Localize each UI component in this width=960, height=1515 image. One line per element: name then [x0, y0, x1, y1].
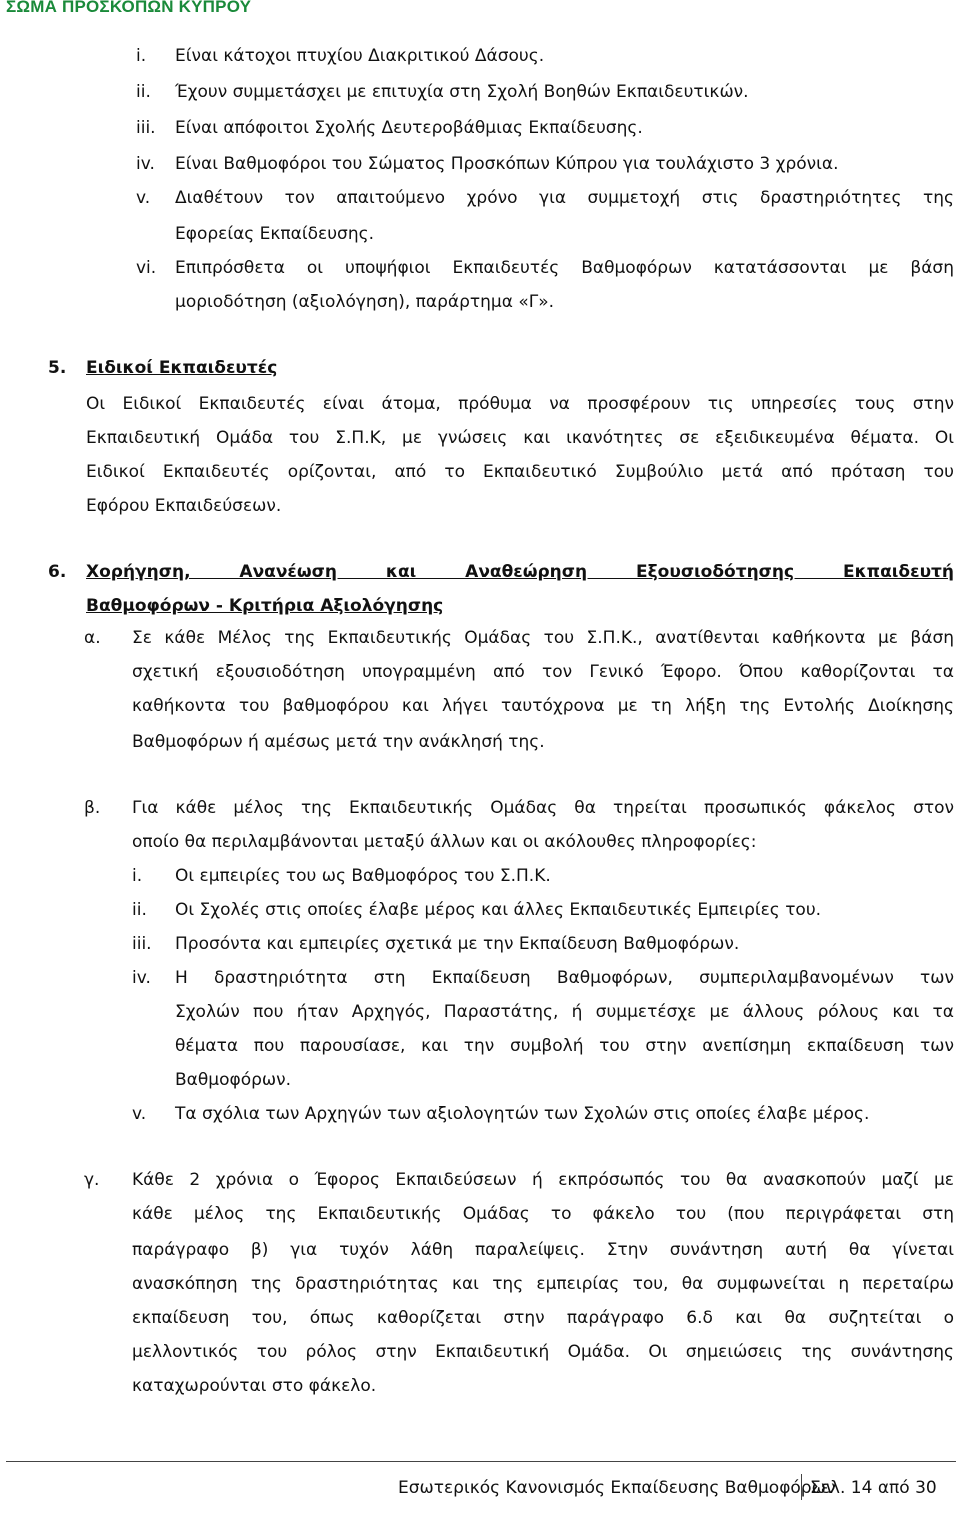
line-text: εκπαίδευση του, όπως καθορίζεται στην παράγραφο 6.δ και θα συζητείται ο [132, 1308, 954, 1328]
line-text: μελλοντικός του ρόλος στην Εκπαιδευτική Ομάδα. Οι σημειώσεις της συνάντησης [132, 1342, 954, 1362]
line-text: Είναι Βαθμοφόροι του Σώματος Προσκόπων Κύπρου για τουλάχιστο 3 χρόνια. [175, 154, 839, 174]
line-text: Για κάθε μέλος της Εκπαιδευτικής Ομάδας θα τηρείται προσωπικός φάκελος στον [132, 798, 954, 818]
line-text: Τα σχόλια των Αρχηγών των αξιολογητών των Σχολών στις οποίες έλαβε μέρος. [175, 1104, 870, 1124]
line-text: Η δραστηριότητα στη Εκπαίδευση Βαθμοφόρων, συμπεριλαμβανομένων των [175, 968, 954, 988]
line-text: Είναι κάτοχοι πτυχίου Διακριτικού Δάσους. [175, 46, 545, 66]
footer-document-title: Εσωτερικός Κανονισμός Εκπαίδευσης Βαθμοφόρων [398, 1478, 836, 1498]
section-title: Ειδικοί Εκπαιδευτές [86, 358, 278, 378]
line-text: Εκπαιδευτική Ομάδα του Σ.Π.Κ, με γνώσεις και ικανότητες σε εξειδικευμένα θέματα. Οι [86, 428, 954, 448]
line-text: Ειδικοί Εκπαιδευτές ορίζονται, από το Εκπαιδευτικό Συμβούλιο μετά από πρόταση του [86, 462, 954, 482]
organization-header: ΣΩΜΑ ΠΡΟΣΚΟΠΩΝ ΚΥΠΡΟΥ [6, 0, 252, 16]
footer-divider [6, 1461, 956, 1462]
line-text: καταχωρούνται στο φάκελο. [132, 1376, 377, 1396]
list-marker: iii. [132, 934, 152, 954]
line-text: Είναι απόφοιτοι Σχολής Δευτεροβάθμιας Εκπαίδευσης. [175, 118, 643, 138]
line-text: Εφόρου Εκπαιδεύσεων. [86, 496, 282, 516]
line-text: Προσόντα και εμπειρίες σχετικά με την Εκπαίδευση Βαθμοφόρων. [175, 934, 740, 954]
line-text: Οι Σχολές στις οποίες έλαβε μέρος και άλλες Εκπαιδευτικές Εμπειρίες του. [175, 900, 822, 920]
line-text: καθήκοντα του βαθμοφόρου και λήγει ταυτόχρονα με τη λήξη της Εντολής Διοίκησης [132, 696, 954, 716]
footer-page-number: Σελ. 14 από 30 [810, 1478, 937, 1498]
list-marker: v. [132, 1104, 147, 1124]
list-marker: iv. [132, 968, 151, 988]
footer-separator [801, 1474, 802, 1500]
line-text: σχετική εξουσιοδότηση υπογραμμένη από τον Γενικό Έφορο. Όπου καθορίζονται τα [132, 662, 954, 682]
line-text: Σε κάθε Μέλος της Εκπαιδευτικής Ομάδας του Σ.Π.Κ., ανατίθενται καθήκοντα με βάση [132, 628, 954, 648]
line-text: Επιπρόσθετα οι υποψήφιοι Εκπαιδευτές Βαθμοφόρων κατατάσσονται με βάση [175, 258, 954, 278]
line-text: Οι Ειδικοί Εκπαιδευτές είναι άτομα, πρόθυμα να προσφέρουν τις υπηρεσίες τους στην [86, 394, 954, 414]
list-marker: iii. [136, 118, 156, 138]
list-marker: β. [84, 798, 101, 818]
line-text: Σχολών που ήταν Αρχηγός, Παραστάτης, ή συμμετέσχε με άλλους ρόλους και τα [175, 1002, 954, 1022]
list-marker: vi. [136, 258, 157, 278]
line-text: κάθε μέλος της Εκπαιδευτικής Ομάδας το φάκελο του (που περιγράφεται στη [132, 1204, 954, 1224]
list-marker: ii. [132, 900, 147, 920]
line-text: Κάθε 2 χρόνια ο Έφορος Εκπαιδεύσεων ή εκπρόσωπός του θα ανασκοπούν μαζί με [132, 1170, 954, 1190]
line-text: μοριοδότηση (αξιολόγηση), παράρτημα «Γ». [175, 292, 555, 312]
list-marker: 5. [48, 358, 67, 378]
line-text: Έχουν συμμετάσχει με επιτυχία στη Σχολή Βοηθών Εκπαιδευτικών. [175, 82, 749, 102]
line-text: παράγραφο β) για τυχόν λάθη παραλείψεις. Στην συνάντηση αυτή θα γίνεται [132, 1240, 954, 1260]
list-marker: i. [132, 866, 143, 886]
list-marker: α. [84, 628, 101, 648]
line-text: οποίο θα περιλαμβάνονται μεταξύ άλλων και οι ακόλουθες πληροφορίες: [132, 832, 757, 852]
list-marker: i. [136, 46, 147, 66]
list-marker: 6. [48, 562, 67, 582]
section-title: Βαθμοφόρων - Κριτήρια Αξιολόγησης [86, 596, 444, 616]
line-text: Βαθμοφόρων. [175, 1070, 292, 1090]
line-text: θέματα που παρουσίασε, και την συμβολή του στην ανεπίσημη εκπαίδευση των [175, 1036, 954, 1056]
line-text: Βαθμοφόρων ή αμέσως μετά την ανάκλησή της. [132, 732, 545, 752]
list-marker: γ. [84, 1170, 100, 1190]
line-text: Εφορείας Εκπαίδευσης. [175, 224, 374, 244]
list-marker: v. [136, 188, 151, 208]
line-text: Οι εμπειρίες του ως Βαθμοφόρος του Σ.Π.Κ. [175, 866, 551, 886]
line-text: Διαθέτουν τον απαιτούμενο χρόνο για συμμετοχή στις δραστηριότητες της [175, 188, 954, 208]
list-marker: iv. [136, 154, 155, 174]
section-title: Χορήγηση, Ανανέωση και Αναθεώρηση Εξουσιοδότησης Εκπαιδευτή [86, 562, 954, 582]
list-marker: ii. [136, 82, 151, 102]
line-text: ανασκόπηση της δραστηριότητας και της εμπειρίας του, θα συμφωνείται η περεταίρω [132, 1274, 954, 1294]
